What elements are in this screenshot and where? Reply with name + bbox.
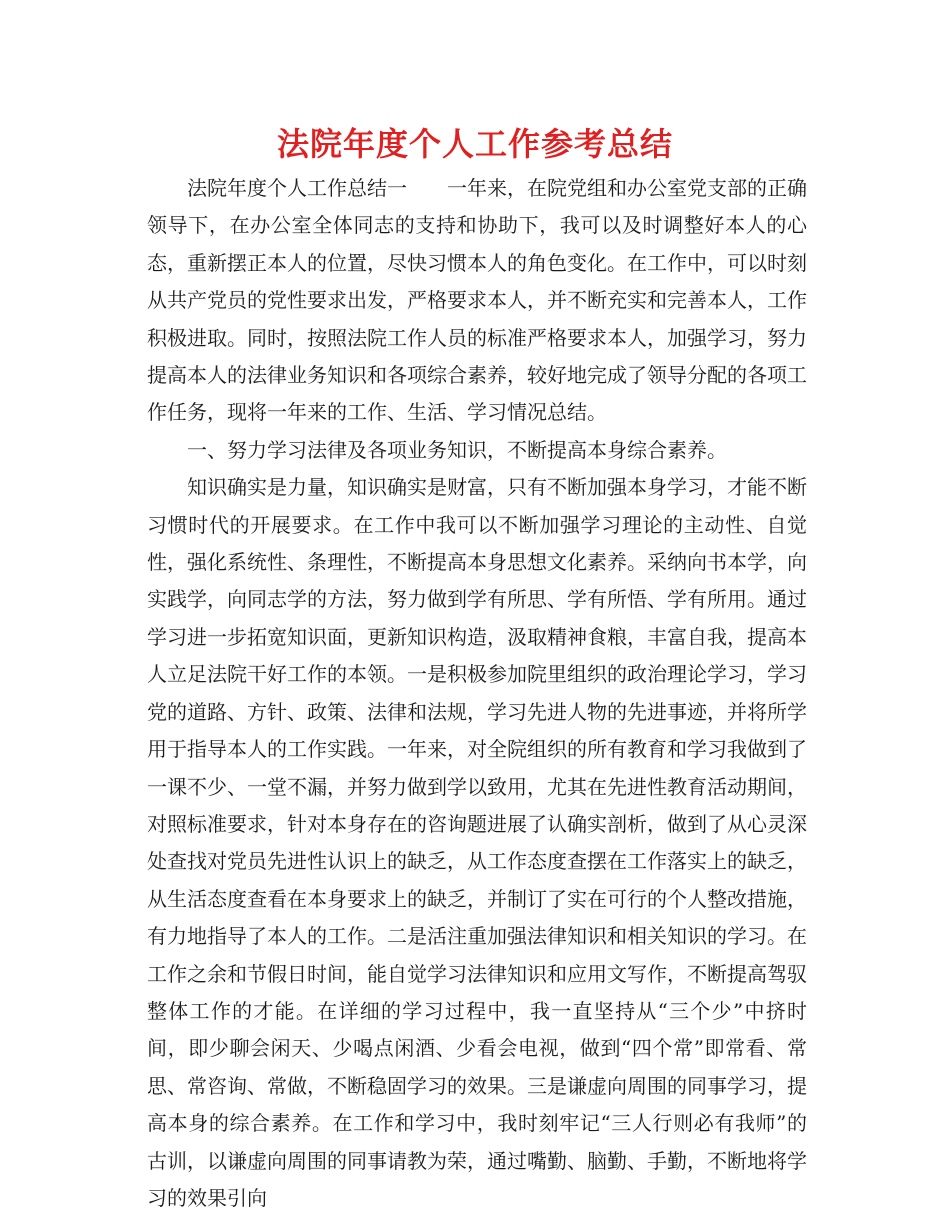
paragraph-text: 知识确实是力量，知识确实是财富，只有不断加强本身学习，才能不断习惯时代的开展要求。在工作中我可以不断加强学习理论的主动性、自觉性，强化系统性、条理性，不断提高本身思想文化素养。采纳向书本学，向实践学，向同志学的方法，努力做到学有所思、学有所悟、学有所用。通过学习进一步拓宽知识面，更新知识构造，汲取精神食粮，丰富自我，提高本人立足法院干好工作的本领。一是积极参加院里组织的政治理论学习，学习党的道路、方针、政策、法律和法规，学习先进人物的先进事迹，并将所学用于指导本人的工作实践。一年来，对全院组织的所有教育和学习我做到了一课不少、一堂不漏，并努力做到学以致用，尤其在先进性教育活动期间，对照标准要求，针对本身存在的咨询题进展了认确实剖析，做到了从心灵深处查找对党员先进性认识上的缺乏，从工作态度查摆在工作落实上的缺乏，从生活态度查看在本身要求上的缺乏，并制订了实在可行的个人整改措施，有力地指导了本人的工作。二是活注重加强法律知识和相关知识的学习。在工作之余和节假日时间，能自觉学习法律知识和应用文写作，不断提高驾驭整体工作的才能。在详细的学习过程中，我一直坚持从“三个少”中挤时间，即少聊会闲天、少喝点闲酒、少看会电视，做到“四个常”即常看、常思、常咨询、常做，不断稳固学习的效果。三是谦虚向周围的同事学习，提高本身的综合素养。在工作和学习中，我时刻牢记“三人行则必有我师”的古训，以谦虚向周围的同事请教为荣，通过嘴勤、脑勤、手勤，不断地将学习的效果引向 — [147, 475, 807, 1210]
document-body — [147, 170, 807, 1217]
document-title: 法院年度个人工作参考总结 — [276, 125, 673, 163]
intro-heading: 法院年度个人工作总结一 — [187, 176, 407, 200]
section-heading: 一、努力学习法律及各项业务知识，不断提高本身综合素养。 — [187, 437, 727, 462]
paragraph-text: 一年来，在院党组和办公室党支部的正确领导下，在办公室全体同志的支持和协助下，我可以及时调整好本人的心态，重新摆正本人的位置，尽快习惯本人的角色变化。在工作中，可以时刻从共产党员的党性要求出发，严格要求本人，并不断充实和完善本人，工作积极进取。同时，按照法院工作人员的标准严格要求本人，加强学习，努力提高本人的法律业务知识和各项综合素养，较好地完成了领导分配的各项工作任务，现将一年来的工作、生活、学习情况总结。 — [147, 176, 807, 425]
paragraph-intro — [147, 170, 807, 432]
